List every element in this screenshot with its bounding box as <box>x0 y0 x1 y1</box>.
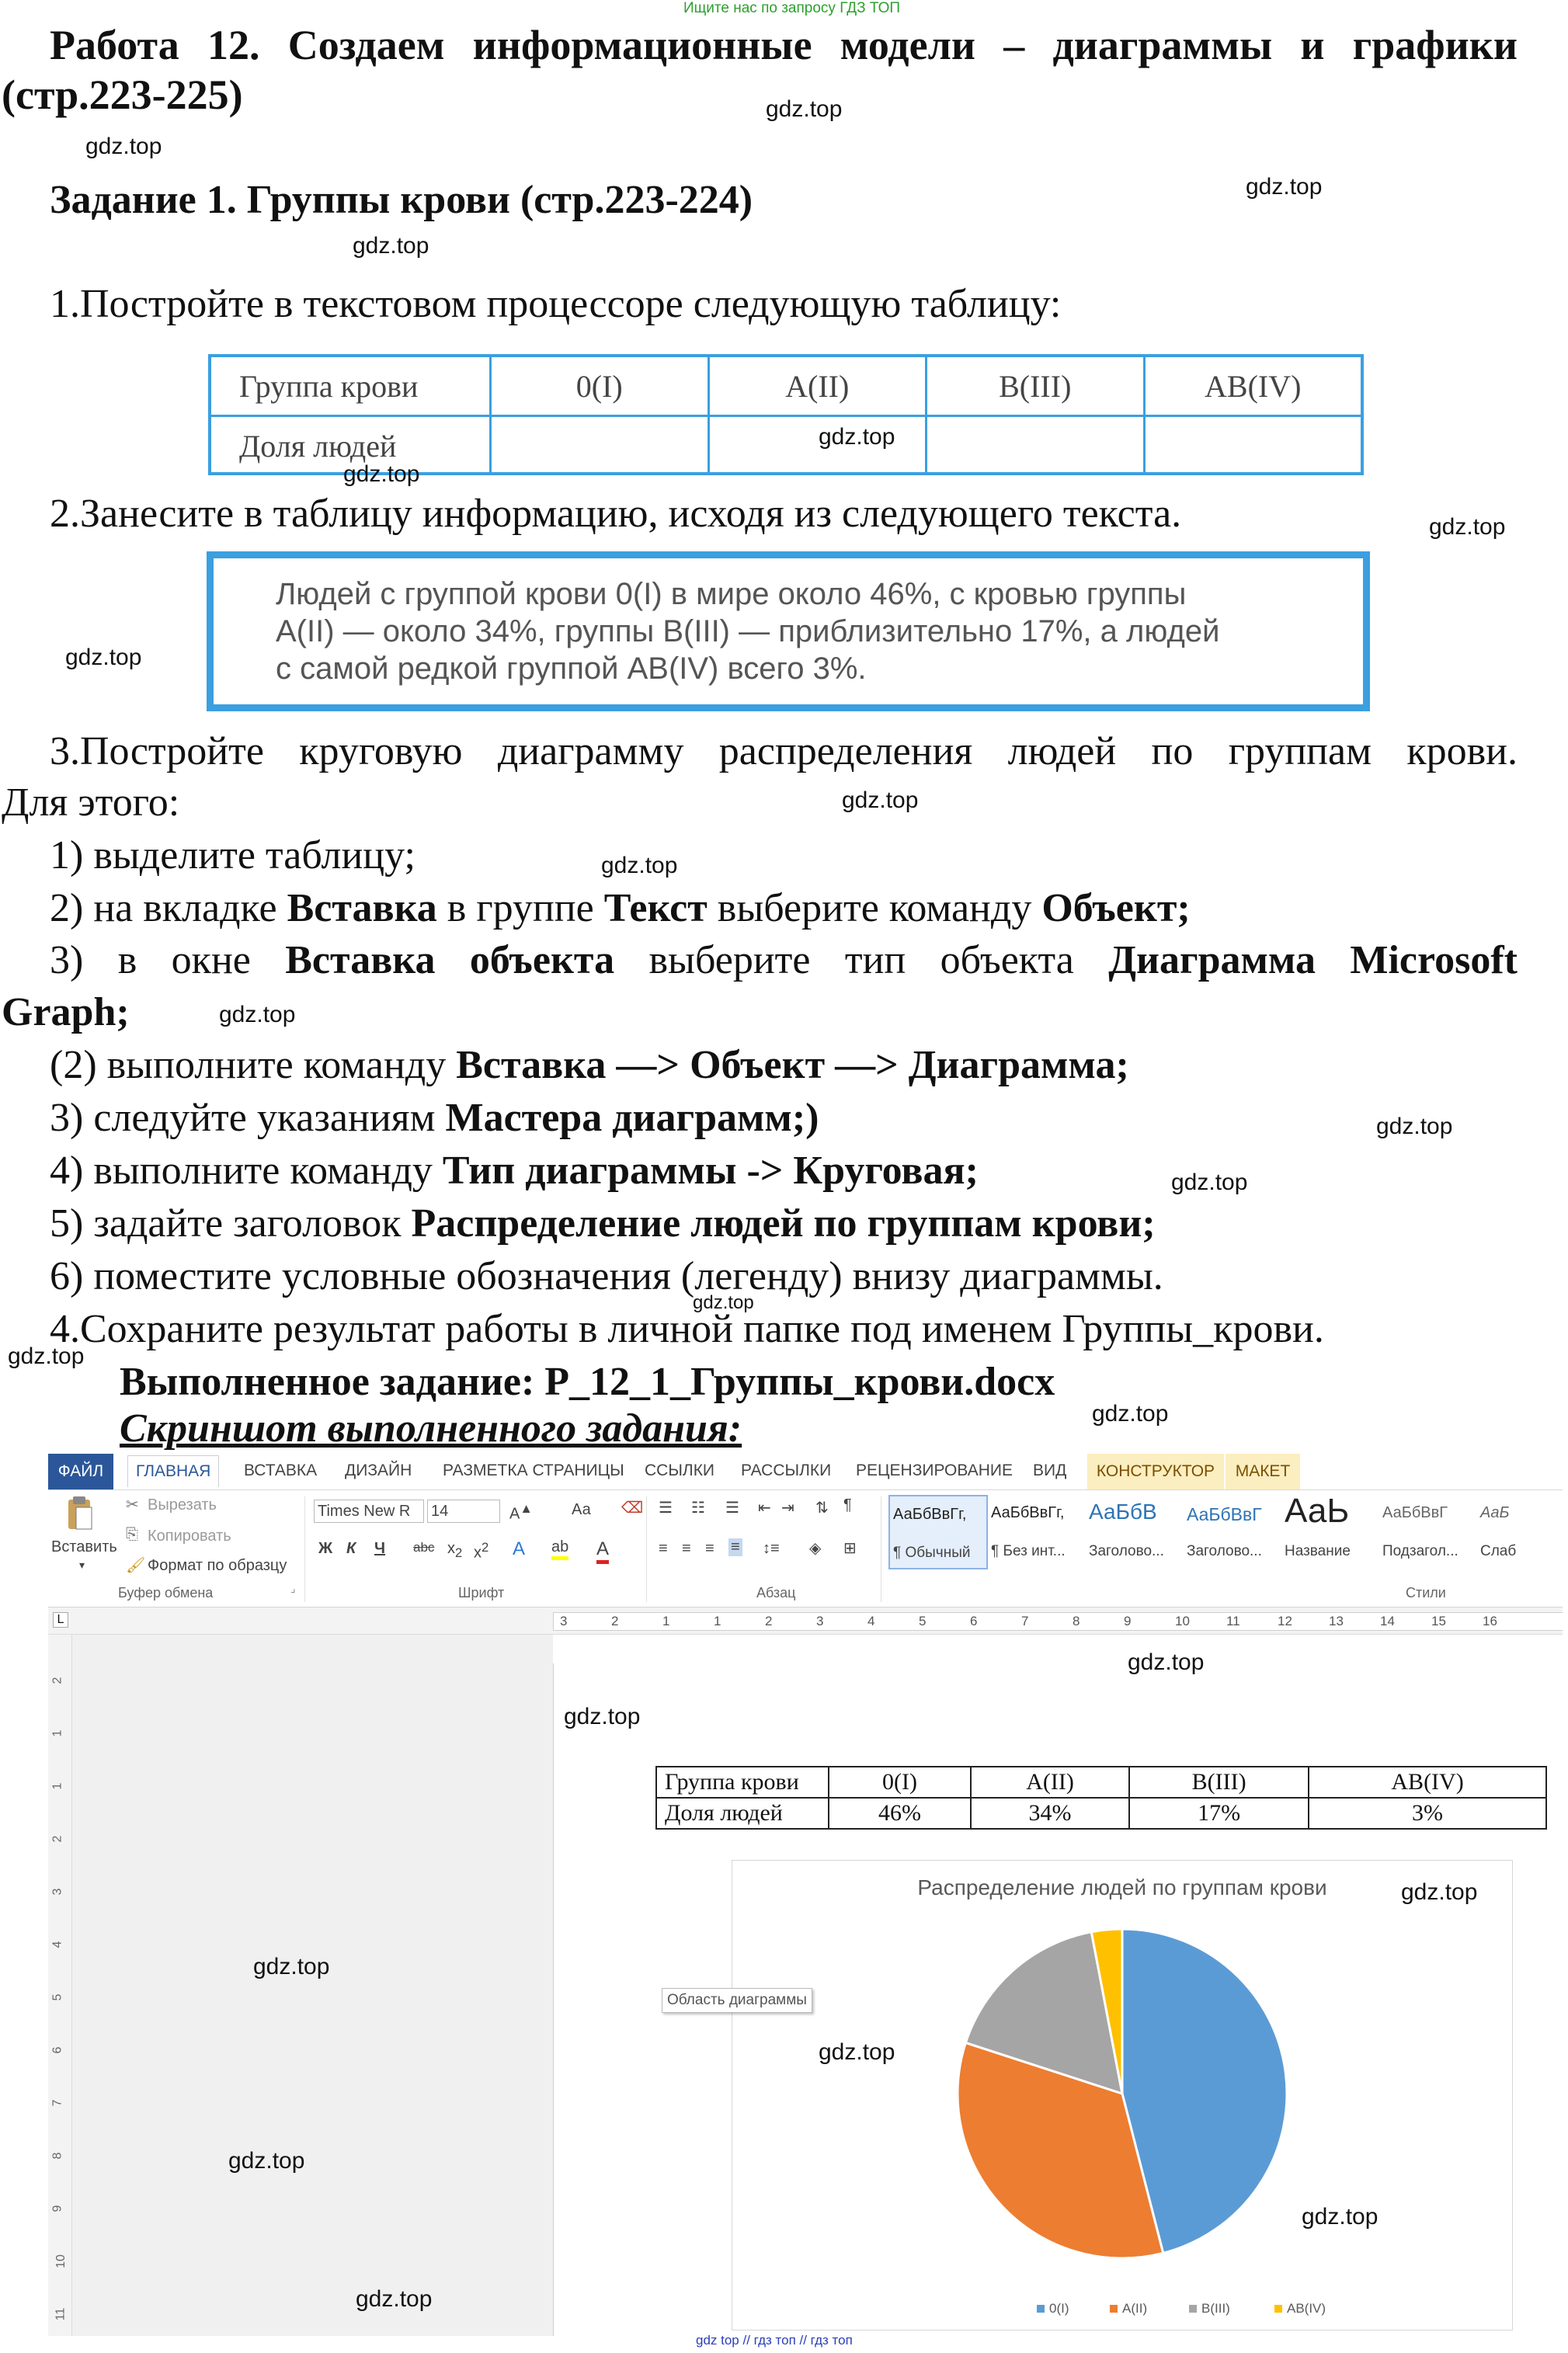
substep-bold: Вставка —> Объект —> Диаграмма; <box>456 1043 1129 1087</box>
legend-label: A(II) <box>1122 2301 1148 2316</box>
table-cell[interactable]: 34% <box>971 1798 1129 1829</box>
increase-indent-icon[interactable]: ⇥ <box>781 1500 794 1517</box>
substep-3-cont <box>2 989 130 1036</box>
styles-group-label: Стили <box>1406 1585 1446 1601</box>
tab-design[interactable]: ДИЗАЙН <box>345 1462 412 1479</box>
highlight-icon[interactable]: ab <box>551 1538 568 1560</box>
tab-home[interactable]: ГЛАВНАЯ <box>127 1455 219 1487</box>
pie-slices <box>958 1929 1287 2258</box>
page-title <box>50 22 1518 68</box>
dialog-launcher-icon[interactable]: ⌟ <box>290 1582 296 1594</box>
info-text-line: Людей с группой крови 0(I) в мире около 46%, с кровью группы <box>276 577 1187 611</box>
style-sample: АаБбВвГг, <box>893 1506 967 1523</box>
task-table-header: AB(IV) <box>1143 357 1361 415</box>
watermark: gdz.top <box>564 1704 641 1729</box>
task-table-empty-cell <box>1143 417 1361 474</box>
ruler-tick-label: 15 <box>1431 1614 1446 1628</box>
watermark: gdz.top <box>353 233 429 259</box>
task-table-empty-cell <box>925 417 1143 474</box>
bold-icon[interactable]: Ж <box>318 1540 333 1557</box>
line-spacing-icon[interactable]: ↕≡ <box>763 1540 780 1557</box>
style-sample: АаБбВвГ <box>1187 1504 1262 1524</box>
watermark: gdz.top <box>766 96 843 122</box>
style-no-spacing[interactable] <box>988 1495 1084 1566</box>
tab-constructor[interactable]: КОНСТРУКТОР <box>1087 1454 1224 1489</box>
substep-bold: Распределение людей по группам крови; <box>411 1201 1156 1246</box>
copy-button[interactable]: Копировать <box>148 1528 231 1545</box>
ruler-tick-label: 3 <box>50 1888 64 1896</box>
style-heading-1[interactable] <box>1086 1495 1182 1566</box>
tab-layout[interactable]: РАЗМЕТКА СТРАНИЦЫ <box>443 1462 624 1479</box>
watermark: gdz.top <box>253 1954 330 1979</box>
substep-3 <box>50 937 1518 984</box>
chart-area[interactable] <box>732 1860 1513 2330</box>
substep-text: 2) на вкладке <box>50 886 287 930</box>
tab-layout-ctx[interactable]: МАКЕТ <box>1226 1454 1300 1489</box>
font-size-select[interactable]: 14 <box>427 1500 500 1523</box>
ruler-tick-label: 10 <box>1175 1614 1190 1628</box>
substep-text: в группе <box>436 886 604 930</box>
substep-bold: Диаграмма Microsoft <box>1108 938 1518 982</box>
page-title-pages: (стр.223-225) <box>2 71 243 118</box>
shading-icon[interactable]: ◈ <box>809 1540 822 1557</box>
copy-icon[interactable]: ⎘ <box>126 1526 138 1543</box>
table-cell[interactable]: 3% <box>1309 1798 1546 1829</box>
substep-bold: Объект; <box>1041 886 1191 930</box>
font-group-label: Шрифт <box>458 1585 505 1601</box>
screenshot-caption: Скриншот выполненного задания: <box>120 1406 742 1451</box>
underline-icon[interactable]: Ч <box>374 1540 386 1557</box>
style-name: ¶ Без инт... <box>991 1543 1066 1559</box>
watermark: gdz.top <box>842 787 919 813</box>
tab-file[interactable]: ФАЙЛ <box>48 1454 113 1489</box>
substep-2 <box>50 885 1191 932</box>
ruler-tick-label: 5 <box>919 1614 927 1628</box>
style-heading-2[interactable] <box>1184 1495 1280 1566</box>
watermark: gdz.top <box>819 424 895 450</box>
ruler-tick-label: 6 <box>50 2046 64 2054</box>
substep-bold: Graph; <box>2 990 130 1034</box>
substep-5 <box>50 1095 819 1142</box>
watermark: gdz.top <box>1128 1649 1205 1675</box>
change-case-button[interactable]: Аа <box>572 1501 591 1518</box>
substep-text: (2) выполните команду <box>50 1043 457 1087</box>
ribbon-divider <box>646 1496 647 1602</box>
substep-bold: Тип диаграммы -> Круговая; <box>442 1149 979 1193</box>
borders-icon[interactable]: ⊞ <box>843 1540 857 1557</box>
substep-text: выберите тип объекта <box>614 938 1109 982</box>
style-sample: АаБ <box>1480 1504 1510 1521</box>
ruler-tick-label: 3 <box>816 1614 824 1628</box>
format-painter-button[interactable]: Формат по образцу <box>148 1557 287 1574</box>
ruler-tick-label: 2 <box>611 1614 619 1628</box>
blood-group-table[interactable] <box>655 1766 1547 1830</box>
substep-text: 3) в окне <box>50 938 286 982</box>
substep-bold: Вставка <box>287 886 437 930</box>
ruler-tick-label: 1 <box>50 1729 64 1737</box>
substep-8: 6) поместите условные обозначения (легенду) внизу диаграммы. <box>50 1254 1163 1298</box>
task-table-empty-cell <box>489 417 708 474</box>
top-notice: Ищите нас по запросу ГДЗ ТОП <box>683 0 901 16</box>
ribbon <box>48 1490 1563 1607</box>
tab-view[interactable]: ВИД <box>1033 1462 1067 1479</box>
align-right-icon[interactable]: ≡ <box>705 1540 714 1557</box>
grow-font-icon[interactable]: A▲ <box>509 1501 533 1523</box>
table-cell[interactable]: AB(IV) <box>1309 1767 1546 1798</box>
tab-references[interactable]: ССЫЛКИ <box>645 1462 715 1479</box>
ruler-tick-label: 16 <box>1483 1614 1497 1628</box>
tab-mailings[interactable]: РАССЫЛКИ <box>741 1462 832 1479</box>
task-table-header: Группа крови <box>239 368 419 404</box>
numbering-icon[interactable]: ☷ <box>691 1500 705 1517</box>
style-name: Название <box>1285 1543 1351 1559</box>
watermark: gdz.top <box>1376 1114 1453 1139</box>
legend-swatch <box>1037 2305 1045 2313</box>
paste-dropdown-icon[interactable]: ▾ <box>79 1559 85 1571</box>
substep-text: 4) выполните команду <box>50 1149 443 1193</box>
table-cell[interactable]: 46% <box>829 1798 971 1829</box>
table-cell[interactable]: Группа крови <box>656 1767 829 1798</box>
justify-icon[interactable]: ≡ <box>728 1538 742 1556</box>
style-name: Заголово... <box>1187 1543 1262 1559</box>
legend-label: 0(I) <box>1049 2301 1069 2316</box>
ribbon-tabs <box>48 1454 1563 1490</box>
ruler-tick-label: 8 <box>50 2152 64 2160</box>
style-subtitle[interactable] <box>1379 1495 1476 1566</box>
tab-review[interactable]: РЕЦЕНЗИРОВАНИЕ <box>856 1462 1013 1479</box>
ruler-tick-label: 7 <box>1021 1614 1029 1628</box>
style-sample: АаБбВвГ <box>1382 1504 1448 1521</box>
decrease-indent-icon[interactable]: ⇤ <box>758 1500 771 1517</box>
style-name: Слаб <box>1480 1543 1517 1559</box>
watermark: gdz.top <box>85 134 162 159</box>
ruler-tick-label: 13 <box>1329 1614 1344 1628</box>
watermark: gdz.top <box>1246 174 1323 200</box>
ruler-tick-label: 8 <box>1073 1614 1080 1628</box>
format-painter-icon[interactable]: 🖌 <box>126 1557 146 1574</box>
ruler-tick-label: 2 <box>50 1677 64 1684</box>
paste-icon[interactable] <box>64 1495 95 1534</box>
paragraph-group-label: Абзац <box>756 1585 796 1601</box>
step-1: 1.Постройте в текстовом процессоре следующую таблицу: <box>50 282 1062 326</box>
substep-text: 5) задайте заголовок <box>50 1201 412 1246</box>
clipboard-group-label: Буфер обмена <box>118 1585 214 1601</box>
align-center-icon[interactable]: ≡ <box>682 1540 691 1557</box>
legend-label: AB(IV) <box>1287 2301 1326 2316</box>
watermark: gdz.top <box>1171 1170 1248 1195</box>
ruler-tick-label: 12 <box>1278 1614 1292 1628</box>
multilevel-list-icon[interactable]: ☰ <box>725 1500 739 1517</box>
chart-title: Распределение людей по группам крови <box>917 1875 1327 1899</box>
ruler-tick-label: 1 <box>50 1782 64 1790</box>
ruler-tick-label: 3 <box>560 1614 568 1628</box>
ruler-tick-label: 7 <box>50 2099 64 2107</box>
ruler-tick-label: 5 <box>50 1993 64 2001</box>
left-margin-area <box>48 1635 553 2336</box>
watermark: gdz.top <box>819 2039 895 2065</box>
watermark: gdz.top <box>1302 2204 1379 2230</box>
ribbon-divider <box>304 1496 305 1602</box>
watermark: gdz.top <box>65 645 142 670</box>
ruler-corner[interactable]: L <box>53 1612 68 1628</box>
substep-1: 1) выделите таблицу; <box>50 833 415 878</box>
task-table-header-row <box>211 357 1361 415</box>
task-table-row-label: Доля людей <box>239 428 397 464</box>
ruler-tick-label: 10 <box>54 2254 68 2268</box>
watermark: gdz.top <box>219 1002 296 1027</box>
legend-label: B(III) <box>1201 2301 1230 2316</box>
style-sample: АаБбВвГг, <box>991 1504 1065 1521</box>
italic-icon[interactable]: К <box>346 1540 356 1557</box>
watermark: gdz.top <box>693 1292 754 1313</box>
watermark: gdz.top <box>343 461 420 487</box>
substep-bold: Мастера диаграмм;) <box>445 1096 819 1140</box>
info-text-line: A(II) — около 34%, группы B(III) — приблизительно 17%, а людей <box>276 614 1220 648</box>
task-title: Задание 1. Группы крови (стр.223-224) <box>50 178 753 222</box>
chart-area-tooltip: Область диаграммы <box>662 1988 812 2013</box>
info-text-line: с самой редкой группой AB(IV) всего 3%. <box>276 652 867 686</box>
style-name: Подзагол... <box>1382 1543 1458 1559</box>
step-3-text: 3.Постройте круговую диаграмму распределения людей по группам крови. <box>50 729 1518 773</box>
style-subtle[interactable] <box>1477 1495 1563 1566</box>
ruler-tick-label: 4 <box>867 1614 875 1628</box>
strikethrough-icon[interactable]: abc <box>413 1540 435 1555</box>
ruler-tick-label: 2 <box>765 1614 773 1628</box>
pie-chart <box>732 1861 1512 2330</box>
clear-formatting-icon[interactable]: ⌫ <box>621 1500 644 1517</box>
step-3 <box>50 728 1518 775</box>
vertical-ruler[interactable] <box>48 1635 72 2336</box>
paste-button[interactable]: Вставить <box>51 1538 117 1555</box>
step-3-for-this: Для этого: <box>2 780 180 825</box>
watermark: gdz.top <box>356 2286 433 2312</box>
task-table-header: B(III) <box>925 357 1143 415</box>
step-2: 2.Занесите в таблицу информацию, исходя из следующего текста. <box>50 492 1182 536</box>
cut-button[interactable]: Вырезать <box>148 1496 217 1514</box>
ruler-scale <box>553 1612 1563 1631</box>
style-normal[interactable] <box>888 1495 988 1569</box>
table-cell[interactable]: A(II) <box>971 1767 1129 1798</box>
watermark: gdz.top <box>1429 514 1506 540</box>
footer-notice: gdz top // гдз топ // гдз топ <box>696 2333 853 2348</box>
ruler-tick-label: 1 <box>714 1614 721 1628</box>
watermark: gdz.top <box>228 2148 305 2174</box>
bullets-icon[interactable]: ☰ <box>659 1500 673 1517</box>
substep-text: выберите команду <box>707 886 1042 930</box>
legend-swatch <box>1274 2305 1282 2313</box>
table-cell[interactable]: Доля людей <box>656 1798 829 1829</box>
cut-icon[interactable]: ✂ <box>126 1496 139 1514</box>
tab-insert[interactable]: ВСТАВКА <box>244 1462 318 1479</box>
table-row <box>656 1798 1546 1829</box>
chart-legend <box>1037 2301 1326 2316</box>
table-cell[interactable]: B(III) <box>1129 1767 1309 1798</box>
task-table <box>208 354 1364 475</box>
legend-swatch <box>1110 2305 1118 2313</box>
substep-bold: Вставка объекта <box>285 938 615 982</box>
ruler-tick-label: 4 <box>50 1941 64 1948</box>
ruler-tick-label: 1 <box>662 1614 670 1628</box>
ruler-tick-label: 11 <box>54 2307 68 2321</box>
sort-icon[interactable]: ⇅ <box>815 1500 829 1517</box>
align-left-icon[interactable]: ≡ <box>659 1540 668 1557</box>
watermark: gdz.top <box>601 853 678 878</box>
subscript-icon[interactable]: $x_2$ <box>447 1540 463 1560</box>
ruler-tick-label: 11 <box>1226 1614 1240 1628</box>
watermark: gdz.top <box>1401 1879 1478 1905</box>
style-title[interactable] <box>1281 1492 1378 1566</box>
legend-swatch <box>1189 2305 1197 2313</box>
watermark: gdz.top <box>8 1343 85 1369</box>
horizontal-ruler[interactable] <box>48 1607 1563 1635</box>
ruler-tick-label: 9 <box>50 2205 64 2212</box>
table-header-row <box>656 1767 1546 1798</box>
substep-4 <box>50 1042 1129 1089</box>
info-text-box <box>207 551 1370 711</box>
style-sample: АаЬ <box>1285 1492 1350 1530</box>
page-title-line1: Работа 12. Создаем информационные модели – диаграммы и графики <box>50 22 1518 68</box>
substep-7 <box>50 1201 1156 1247</box>
table-cell[interactable]: 0(I) <box>829 1767 971 1798</box>
task-table-header: 0(I) <box>489 357 708 415</box>
substep-6 <box>50 1148 979 1194</box>
superscript-icon[interactable]: $x^2$ <box>474 1540 489 1562</box>
watermark: gdz.top <box>1092 1401 1169 1427</box>
ruler-tick-label: 2 <box>50 1835 64 1843</box>
show-marks-icon[interactable]: ¶ <box>843 1496 852 1514</box>
font-name-select[interactable]: Times New R <box>314 1500 424 1523</box>
style-name: Заголово... <box>1089 1543 1164 1559</box>
ruler-tick-label: 14 <box>1380 1614 1395 1628</box>
ruler-tick-label: 6 <box>970 1614 978 1628</box>
font-color-icon[interactable]: A <box>596 1538 609 1564</box>
ruler-tick-label: 9 <box>1124 1614 1132 1628</box>
substep-bold: Текст <box>603 886 708 930</box>
text-effects-icon[interactable]: A <box>513 1538 526 1559</box>
style-name: ¶ Обычный <box>893 1545 971 1561</box>
style-sample: АаБбВ <box>1089 1500 1157 1524</box>
substep-text: 3) следуйте указаниям <box>50 1096 446 1140</box>
task-table-header: A(II) <box>708 357 926 415</box>
table-cell[interactable]: 17% <box>1129 1798 1309 1829</box>
done-filename: Выполненное задание: Р_12_1_Группы_крови.docx <box>120 1360 1055 1404</box>
step-4: 4.Сохраните результат работы в личной папке под именем Группы_крови. <box>50 1307 1324 1351</box>
